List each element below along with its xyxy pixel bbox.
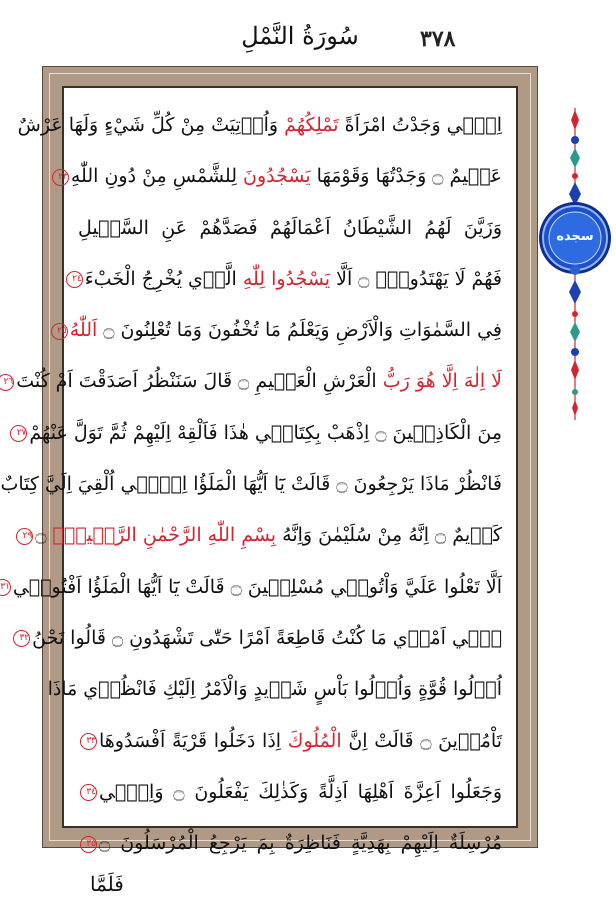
ayah-number-marker: ٢٦ [0,374,14,391]
ayah-number-marker: ٢٥ [51,323,68,340]
ayah-number-marker: ٢٧ [10,425,27,442]
ayah-number-marker: ٢٤ [66,271,83,288]
highlighted-text: يَسْجُدُوا لِلّٰهِ [242,267,331,290]
ayah-number-marker: ٣٥ [80,836,97,853]
highlighted-text: بِسْمِ اللّٰهِ الرَّحْمٰنِ الرَّح۪يمِ [52,524,277,547]
sajda-label: سجده [556,229,594,244]
quran-text-block [0,100,502,855]
verse-line: عَظ۪يمٌ ۝ وَجَدْتُهَا وَقَوْمَهَا يَسْجُدُونَ لِلشَّمْسِ مِنْ دُونِ اللّٰهِ٢٣ [78,151,502,202]
catchword: فَلَمَّا [90,872,124,896]
verse-line: اِنّ۪ي وَجَدْتُ امْرَاَةً تَمْلِكُهُمْ وَاُو۫تِيَتْ مِنْ كُلِّ شَيْءٍ وَلَهَا عَرْشٌ [17,114,502,136]
ayah-number-marker: ٣٢ [13,630,30,647]
verse-line: وَجَعَلُوا اَعِزَّةَ اَهْلِهَا اَذِلَّةً وَكَذٰلِكَ يَفْعَلُونَ ۝ وَاِنّ۪ي٣٤ [78,767,502,818]
highlighted-text: تَمْلِكُهُمْ [284,114,339,136]
verse-line: فَانْظُرْ مَاذَا يَرْجِعُونَ ۝ قَالَتْ يَٓا اَيُّهَا الْمَلَؤُا اِنّ۪ٓي اُلْقِيَ اِلَيَّ كِتَابٌ [0,473,502,496]
page-header [0,14,616,58]
highlighted-text: الْمُلُوكَ [287,729,342,752]
verse-line: فَهُمْ لَا يَهْتَدُونَۙ ۝ اَلَّا يَسْجُدُوا لِلّٰهِ الَّذ۪ي يُخْرِجُ الْخَبْءَ٢٤ [78,254,502,305]
highlighted-text: يَسْجُدُونَ [243,165,311,188]
page-number: ٣٧٨ [420,26,456,52]
highlighted-text: اَللّٰهُ [69,319,98,342]
ayah-number-marker: ٣١ [0,579,11,596]
verse-line: كَر۪يمٌ ۝ اِنَّهُ مِنْ سُلَيْمٰنَ وَاِنَّهُ بِسْمِ اللّٰهِ الرَّحْمٰنِ الرَّح۪يمِۙ ۝٢٩ [78,510,502,561]
verse-line: وَزَيَّنَ لَهُمُ الشَّيْطَانُ اَعْمَالَهُمْ فَصَدَّهُمْ عَنِ السَّب۪يلِ [78,216,502,239]
ayah-number-marker: ٢٩ [16,528,33,545]
verse-line: اُو۬لُوا قُوَّةٍ وَاُو۬لُوا بَاْسٍ شَد۪يدٍ وَالْاَمْرُ اِلَيْكِ فَانْظُر۪ي مَاذَا [47,678,502,701]
surah-title: سُورَةُ النَّمْلِ [241,22,359,50]
verse-line: تَاْمُر۪ينَ ۝ قَالَتْ اِنَّ الْمُلُوكَ اِذَا دَخَلُوا قَرْيَةً اَفْسَدُوهَا٣٣ [78,716,502,767]
ayah-number-marker: ٢٣ [52,169,69,186]
verse-line: اَلَّا تَعْلُوا عَلَيَّ وَاْتُون۪ي مُسْلِم۪ينَ ۝ قَالَتْ يَٓا اَيُّهَا الْمَلَؤُا اَفْتُون۪ي٣١ [78,562,502,613]
ayah-number-marker: ٣٣ [80,733,97,750]
verse-line: لَا اِلٰهَ اِلَّا هُوَ رَبُّ الْعَرْشِ الْعَظ۪يمِ ۝ قَالَ سَنَنْظُرُ اَصَدَقْتَ اَمْ كُنْتَ٢٦ [78,356,502,407]
verse-line: مُرْسِلَةٌ اِلَيْهِمْ بِهَدِيَّةٍ فَنَاظِرَةٌ بِمَ يَرْجِعُ الْمُرْسَلُونَ ۝٣٥ [78,818,502,869]
verse-line: مِنَ الْكَاذِب۪ينَ ۝ اِذْهَبْ بِكِتَاب۪ي هٰذَا فَاَلْقِهْ اِلَيْهِمْ ثُمَّ تَوَلَّ عَنْهُمْ٢٧ [78,408,502,459]
ayah-number-marker: ٣٤ [80,784,97,801]
sajda-ornament-icon [538,108,612,420]
verse-line: فِي السَّمٰوَاتِ وَالْاَرْضِ وَيَعْلَمُ مَا تُخْفُونَ وَمَا تُعْلِنُونَ ۝ اَللّٰهُ٢٥ [78,305,502,356]
highlighted-text: لَا اِلٰهَ اِلَّا هُوَ رَبُّ [382,370,502,393]
verse-line: ف۪ٓي اَمْر۪ي مَا كُنْتُ قَاطِعَةً اَمْرًا حَتّٰى تَشْهَدُونِ ۝ قَالُوا نَحْنُ٣٢ [78,613,502,664]
